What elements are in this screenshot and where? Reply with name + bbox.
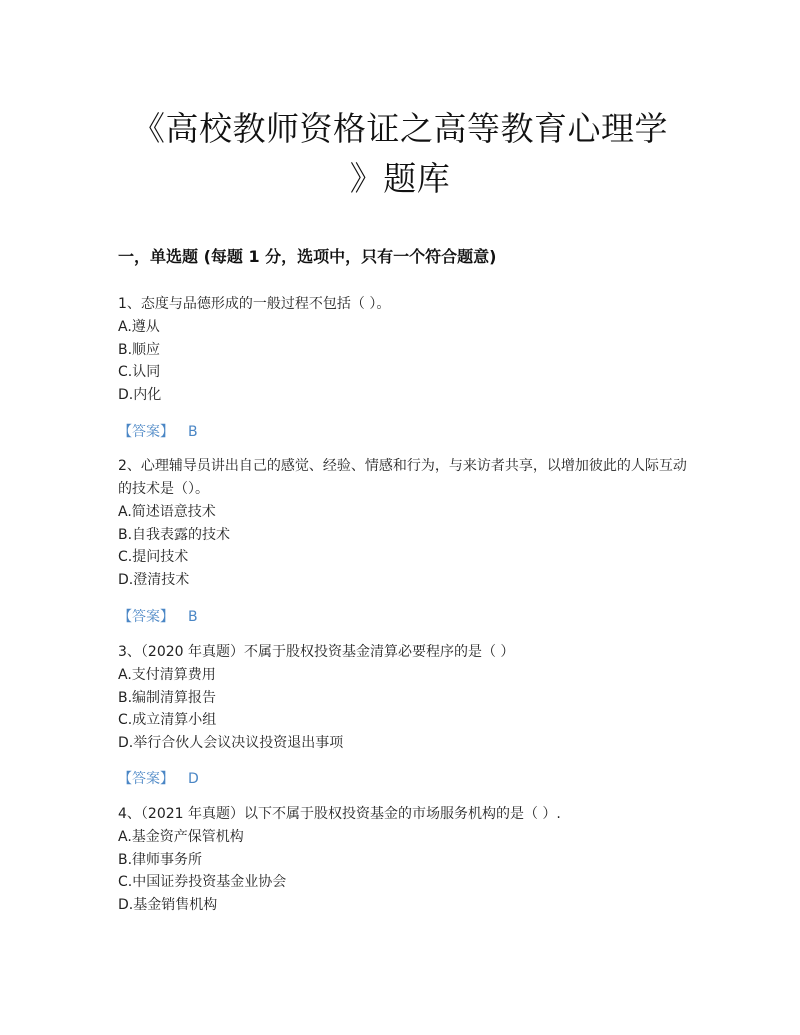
section-heading: 一，单选题 (每题 1 分，选项中，只有一个符合题意) [118,247,497,266]
answer-2 [118,606,198,626]
question-3 [118,641,688,754]
question-4 [118,803,688,916]
option-c: C.提问技术 [118,549,189,565]
option-c: C.认同 [118,364,161,380]
option-b: B.编制清算报告 [118,689,217,706]
option-d: D.基金销售机构 [118,896,218,913]
title-line-2: 》题库 [349,159,451,198]
question-stem: 1、态度与品德形成的一般过程不包括（ ）。 [118,296,391,312]
option-a: A.支付清算费用 [118,667,216,683]
answer-1 [118,421,198,441]
answer-value: B [188,424,198,440]
question-stem: 3、（2020 年真题）不属于股权投资基金清算必要程序的是（ ） [118,644,515,660]
option-b: B.律师事务所 [118,851,203,868]
option-c: C.成立清算小组 [118,712,217,728]
question-stem: 2、心理辅导员讲出自己的感觉、经验、情感和行为，与来访者共享，以增加彼此的人际互动的技术是（）。 [118,458,687,497]
option-d: D.举行合伙人会议决议投资退出事项 [118,734,344,751]
option-c: C.中国证券投资基金业协会 [118,874,287,890]
option-a: A.简述语意技术 [118,504,216,520]
option-b: B.顺应 [118,341,161,358]
answer-label: 【答案】 [118,609,174,625]
answer-3 [118,768,199,788]
option-d: D.澄清技术 [118,571,190,588]
option-a: A.遵从 [118,319,160,335]
title-line-1: 《高校教师资格证之高等教育心理学 [132,109,668,148]
answer-value: D [188,771,199,787]
answer-value: B [188,609,198,625]
answer-label: 【答案】 [118,771,174,787]
option-a: A.基金资产保管机构 [118,829,244,845]
document-title [100,104,700,204]
option-b: B.自我表露的技术 [118,526,231,543]
question-stem: 4、（2021 年真题）以下不属于股权投资基金的市场服务机构的是（ ）. [118,806,561,822]
question-2 [118,455,688,591]
question-1 [118,293,688,406]
answer-label: 【答案】 [118,424,174,440]
option-d: D.内化 [118,386,162,403]
